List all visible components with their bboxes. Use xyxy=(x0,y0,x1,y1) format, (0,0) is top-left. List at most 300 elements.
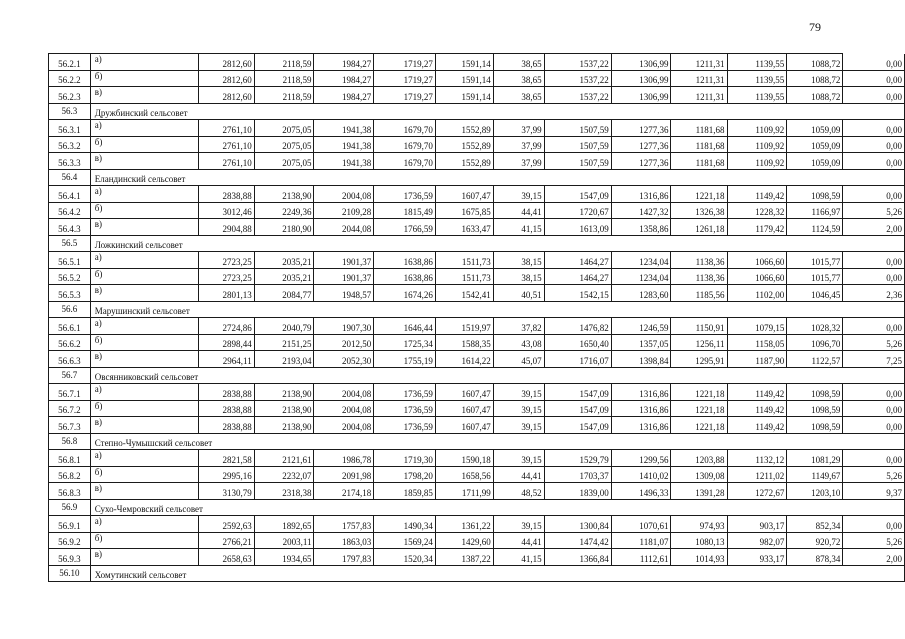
value-cell: 2249,36 xyxy=(254,202,314,219)
value-cell: 1679,70 xyxy=(374,153,436,170)
table-row xyxy=(49,54,905,71)
value-cell: 1736,59 xyxy=(374,384,436,401)
value-cell: 2812,60 xyxy=(198,54,254,71)
value-cell: 1185,56 xyxy=(671,285,727,302)
value-cell: 1474,42 xyxy=(544,532,611,549)
value-cell: 1166,97 xyxy=(787,202,843,219)
value-cell: 1070,61 xyxy=(611,516,671,533)
section-title: Овсянниковский сельсовет xyxy=(90,367,493,384)
value-cell: 0,00 xyxy=(843,136,905,153)
value-cell: 1299,56 xyxy=(611,450,671,467)
row-code: 56.3.2 xyxy=(49,136,91,153)
row-code: 56.2.1 xyxy=(49,54,91,71)
value-cell: 1088,72 xyxy=(787,54,843,71)
value-cell: 2012,50 xyxy=(314,334,374,351)
value-cell: 1736,59 xyxy=(374,400,436,417)
value-cell: 1507,59 xyxy=(544,153,611,170)
value-cell: 1139,55 xyxy=(727,54,787,71)
value-cell: 1277,36 xyxy=(611,120,671,137)
value-cell: 1234,04 xyxy=(611,268,671,285)
value-cell: 0,00 xyxy=(843,450,905,467)
table-body xyxy=(49,54,905,582)
value-cell: 1181,68 xyxy=(671,120,727,137)
value-cell: 1703,37 xyxy=(544,466,611,483)
value-cell: 878,34 xyxy=(787,549,843,566)
section-row xyxy=(49,103,905,120)
value-cell: 1736,59 xyxy=(374,186,436,203)
value-cell: 1181,07 xyxy=(611,532,671,549)
value-cell: 1766,59 xyxy=(374,219,436,236)
value-cell: 0,00 xyxy=(843,268,905,285)
value-cell: 44,41 xyxy=(493,202,544,219)
row-code: 56.7.2 xyxy=(49,400,91,417)
value-cell: 1149,67 xyxy=(787,466,843,483)
value-cell: 2232,07 xyxy=(254,466,314,483)
table-row xyxy=(49,268,905,285)
value-cell: 903,17 xyxy=(727,516,787,533)
value-cell: 1839,00 xyxy=(544,483,611,500)
value-cell: 1387,22 xyxy=(435,549,493,566)
row-code: 56.4.2 xyxy=(49,202,91,219)
value-cell: 1221,18 xyxy=(671,417,727,434)
value-cell: 1306,99 xyxy=(611,87,671,104)
value-cell: 1109,92 xyxy=(727,136,787,153)
value-cell: 1316,86 xyxy=(611,186,671,203)
row-subitem: а) xyxy=(90,120,198,137)
value-cell: 2004,08 xyxy=(314,417,374,434)
value-cell: 1607,47 xyxy=(435,186,493,203)
value-cell: 38,15 xyxy=(493,252,544,269)
value-cell: 1552,89 xyxy=(435,120,493,137)
value-cell: 1798,20 xyxy=(374,466,436,483)
value-cell: 5,26 xyxy=(843,202,905,219)
value-cell: 2109,28 xyxy=(314,202,374,219)
value-cell: 1066,60 xyxy=(727,268,787,285)
value-cell: 1109,92 xyxy=(727,120,787,137)
row-subitem: б) xyxy=(90,202,198,219)
value-cell: 2118,59 xyxy=(254,54,314,71)
value-cell: 1614,22 xyxy=(435,351,493,368)
value-cell: 1591,14 xyxy=(435,54,493,71)
value-cell: 1102,00 xyxy=(727,285,787,302)
value-cell: 1901,37 xyxy=(314,268,374,285)
table-row xyxy=(49,532,905,549)
section-blank xyxy=(493,565,904,582)
value-cell: 1028,32 xyxy=(787,318,843,335)
value-cell: 2075,05 xyxy=(254,136,314,153)
row-code: 56.4.3 xyxy=(49,219,91,236)
value-cell: 1277,36 xyxy=(611,136,671,153)
value-cell: 1736,59 xyxy=(374,417,436,434)
value-cell: 1638,86 xyxy=(374,252,436,269)
value-cell: 0,00 xyxy=(843,70,905,87)
value-cell: 1277,36 xyxy=(611,153,671,170)
value-cell: 2,00 xyxy=(843,549,905,566)
table-row xyxy=(49,186,905,203)
section-blank xyxy=(493,367,904,384)
value-cell: 1149,42 xyxy=(727,186,787,203)
row-subitem: а) xyxy=(90,54,198,71)
value-cell: 1429,60 xyxy=(435,532,493,549)
row-subitem: в) xyxy=(90,153,198,170)
value-cell: 1588,35 xyxy=(435,334,493,351)
value-cell: 45,07 xyxy=(493,351,544,368)
value-cell: 1490,34 xyxy=(374,516,436,533)
value-cell: 2193,04 xyxy=(254,351,314,368)
row-subitem: б) xyxy=(90,70,198,87)
value-cell: 5,26 xyxy=(843,532,905,549)
value-cell: 1511,73 xyxy=(435,268,493,285)
value-cell: 1357,05 xyxy=(611,334,671,351)
table-row xyxy=(49,351,905,368)
value-cell: 9,37 xyxy=(843,483,905,500)
value-cell: 974,93 xyxy=(671,516,727,533)
value-cell: 1542,15 xyxy=(544,285,611,302)
value-cell: 0,00 xyxy=(843,87,905,104)
value-cell: 1757,83 xyxy=(314,516,374,533)
value-cell: 41,15 xyxy=(493,549,544,566)
section-title: Марушинский сельсовет xyxy=(90,301,493,318)
value-cell: 1519,97 xyxy=(435,318,493,335)
value-cell: 1547,09 xyxy=(544,384,611,401)
value-cell: 2138,90 xyxy=(254,384,314,401)
section-title: Дружбинский сельсовет xyxy=(90,103,493,120)
table-row xyxy=(49,334,905,351)
value-cell: 1361,22 xyxy=(435,516,493,533)
value-cell: 37,99 xyxy=(493,153,544,170)
value-cell: 1066,60 xyxy=(727,252,787,269)
row-subitem: а) xyxy=(90,252,198,269)
value-cell: 43,08 xyxy=(493,334,544,351)
value-cell: 1948,57 xyxy=(314,285,374,302)
value-cell: 2091,98 xyxy=(314,466,374,483)
section-blank xyxy=(493,103,904,120)
value-cell: 1650,40 xyxy=(544,334,611,351)
value-cell: 1507,59 xyxy=(544,120,611,137)
value-cell: 2898,44 xyxy=(198,334,254,351)
value-cell: 2075,05 xyxy=(254,153,314,170)
row-code: 56.7 xyxy=(49,367,91,384)
value-cell: 1300,84 xyxy=(544,516,611,533)
value-cell: 1309,08 xyxy=(671,466,727,483)
value-cell: 2723,25 xyxy=(198,252,254,269)
value-cell: 1203,10 xyxy=(787,483,843,500)
value-cell: 2004,08 xyxy=(314,400,374,417)
section-title: Степно-Чумышский сельсовет xyxy=(90,433,493,450)
value-cell: 2044,08 xyxy=(314,219,374,236)
value-cell: 1059,09 xyxy=(787,120,843,137)
table-row xyxy=(49,219,905,236)
value-cell: 39,15 xyxy=(493,516,544,533)
value-cell: 2075,05 xyxy=(254,120,314,137)
page-number: 79 xyxy=(809,20,821,34)
value-cell: 1158,05 xyxy=(727,334,787,351)
value-cell: 1124,59 xyxy=(787,219,843,236)
row-subitem: б) xyxy=(90,334,198,351)
row-subitem: в) xyxy=(90,285,198,302)
value-cell: 2004,08 xyxy=(314,186,374,203)
value-cell: 1674,26 xyxy=(374,285,436,302)
value-cell: 2138,90 xyxy=(254,417,314,434)
value-cell: 0,00 xyxy=(843,516,905,533)
section-row xyxy=(49,235,905,252)
value-cell: 2151,25 xyxy=(254,334,314,351)
value-cell: 1984,27 xyxy=(314,70,374,87)
value-cell: 1109,92 xyxy=(727,153,787,170)
value-cell: 1306,99 xyxy=(611,54,671,71)
value-cell: 1646,44 xyxy=(374,318,436,335)
value-cell: 7,25 xyxy=(843,351,905,368)
value-cell: 1187,90 xyxy=(727,351,787,368)
value-cell: 2964,11 xyxy=(198,351,254,368)
row-subitem: б) xyxy=(90,532,198,549)
value-cell: 920,72 xyxy=(787,532,843,549)
value-cell: 1547,09 xyxy=(544,186,611,203)
row-subitem: б) xyxy=(90,268,198,285)
row-code: 56.3 xyxy=(49,103,91,120)
table-row xyxy=(49,153,905,170)
value-cell: 1080,13 xyxy=(671,532,727,549)
value-cell: 2812,60 xyxy=(198,87,254,104)
row-code: 56.10 xyxy=(49,565,91,582)
value-cell: 1014,93 xyxy=(671,549,727,566)
value-cell: 1149,42 xyxy=(727,384,787,401)
value-cell: 2,36 xyxy=(843,285,905,302)
row-subitem: в) xyxy=(90,87,198,104)
value-cell: 38,65 xyxy=(493,87,544,104)
row-subitem: а) xyxy=(90,186,198,203)
value-cell: 1366,84 xyxy=(544,549,611,566)
value-cell: 1552,89 xyxy=(435,136,493,153)
value-cell: 1326,38 xyxy=(671,202,727,219)
value-cell: 2838,88 xyxy=(198,417,254,434)
row-code: 56.9 xyxy=(49,499,91,516)
value-cell: 1711,99 xyxy=(435,483,493,500)
row-code: 56.4 xyxy=(49,169,91,186)
row-subitem: б) xyxy=(90,400,198,417)
value-cell: 39,15 xyxy=(493,400,544,417)
value-cell: 1984,27 xyxy=(314,54,374,71)
table-row xyxy=(49,318,905,335)
table-row xyxy=(49,120,905,137)
row-subitem: в) xyxy=(90,549,198,566)
value-cell: 1358,86 xyxy=(611,219,671,236)
value-cell: 2838,88 xyxy=(198,400,254,417)
value-cell: 2118,59 xyxy=(254,70,314,87)
value-cell: 1520,34 xyxy=(374,549,436,566)
value-cell: 1633,47 xyxy=(435,219,493,236)
section-title: Сухо-Чемровский сельсовет xyxy=(90,499,493,516)
value-cell: 1088,72 xyxy=(787,70,843,87)
row-code: 56.5 xyxy=(49,235,91,252)
value-cell: 1901,37 xyxy=(314,252,374,269)
table-row xyxy=(49,202,905,219)
section-row xyxy=(49,433,905,450)
value-cell: 44,41 xyxy=(493,466,544,483)
value-cell: 2035,21 xyxy=(254,252,314,269)
value-cell: 37,99 xyxy=(493,136,544,153)
value-cell: 1283,60 xyxy=(611,285,671,302)
row-subitem: в) xyxy=(90,483,198,500)
value-cell: 1149,42 xyxy=(727,400,787,417)
value-cell: 1464,27 xyxy=(544,252,611,269)
section-title: Ложкинский сельсовет xyxy=(90,235,493,252)
value-cell: 1613,09 xyxy=(544,219,611,236)
table-row xyxy=(49,549,905,566)
value-cell: 5,26 xyxy=(843,466,905,483)
value-cell: 1941,38 xyxy=(314,136,374,153)
value-cell: 1139,55 xyxy=(727,87,787,104)
tariff-table xyxy=(48,53,905,582)
value-cell: 48,52 xyxy=(493,483,544,500)
value-cell: 1211,31 xyxy=(671,87,727,104)
row-subitem: б) xyxy=(90,136,198,153)
row-subitem: б) xyxy=(90,466,198,483)
value-cell: 0,00 xyxy=(843,400,905,417)
value-cell: 1272,67 xyxy=(727,483,787,500)
section-blank xyxy=(493,301,904,318)
row-code: 56.5.3 xyxy=(49,285,91,302)
value-cell: 1679,70 xyxy=(374,136,436,153)
value-cell: 1081,29 xyxy=(787,450,843,467)
row-code: 56.2.2 xyxy=(49,70,91,87)
value-cell: 1892,65 xyxy=(254,516,314,533)
value-cell: 1410,02 xyxy=(611,466,671,483)
value-cell: 1529,79 xyxy=(544,450,611,467)
value-cell: 39,15 xyxy=(493,186,544,203)
row-code: 56.9.3 xyxy=(49,549,91,566)
value-cell: 1046,45 xyxy=(787,285,843,302)
value-cell: 1221,18 xyxy=(671,186,727,203)
value-cell: 1246,59 xyxy=(611,318,671,335)
value-cell: 2121,61 xyxy=(254,450,314,467)
value-cell: 0,00 xyxy=(843,252,905,269)
value-cell: 39,15 xyxy=(493,384,544,401)
value-cell: 1059,09 xyxy=(787,153,843,170)
value-cell: 2318,38 xyxy=(254,483,314,500)
section-title: Хомутинский сельсовет xyxy=(90,565,493,582)
value-cell: 1720,67 xyxy=(544,202,611,219)
value-cell: 2838,88 xyxy=(198,186,254,203)
value-cell: 39,15 xyxy=(493,417,544,434)
value-cell: 38,15 xyxy=(493,268,544,285)
value-cell: 39,15 xyxy=(493,450,544,467)
section-blank xyxy=(493,499,904,516)
value-cell: 1132,12 xyxy=(727,450,787,467)
value-cell: 1261,18 xyxy=(671,219,727,236)
value-cell: 1797,83 xyxy=(314,549,374,566)
value-cell: 1098,59 xyxy=(787,384,843,401)
value-cell: 1984,27 xyxy=(314,87,374,104)
value-cell: 1139,55 xyxy=(727,70,787,87)
value-cell: 2052,30 xyxy=(314,351,374,368)
value-cell: 1088,72 xyxy=(787,87,843,104)
row-code: 56.5.1 xyxy=(49,252,91,269)
row-subitem: а) xyxy=(90,384,198,401)
value-cell: 2040,79 xyxy=(254,318,314,335)
row-code: 56.8.3 xyxy=(49,483,91,500)
value-cell: 1542,41 xyxy=(435,285,493,302)
value-cell: 1079,15 xyxy=(727,318,787,335)
row-subitem: в) xyxy=(90,219,198,236)
value-cell: 1591,14 xyxy=(435,87,493,104)
value-cell: 37,82 xyxy=(493,318,544,335)
table-row xyxy=(49,516,905,533)
value-cell: 1391,28 xyxy=(671,483,727,500)
value-cell: 1221,18 xyxy=(671,384,727,401)
table-row xyxy=(49,417,905,434)
row-code: 56.6 xyxy=(49,301,91,318)
value-cell: 1755,19 xyxy=(374,351,436,368)
value-cell: 1138,36 xyxy=(671,252,727,269)
value-cell: 44,41 xyxy=(493,532,544,549)
value-cell: 1138,36 xyxy=(671,268,727,285)
value-cell: 1591,14 xyxy=(435,70,493,87)
value-cell: 2138,90 xyxy=(254,186,314,203)
row-code: 56.2.3 xyxy=(49,87,91,104)
table-row xyxy=(49,400,905,417)
value-cell: 0,00 xyxy=(843,417,905,434)
value-cell: 1719,30 xyxy=(374,450,436,467)
value-cell: 1306,99 xyxy=(611,70,671,87)
value-cell: 1316,86 xyxy=(611,400,671,417)
value-cell: 1607,47 xyxy=(435,384,493,401)
value-cell: 1941,38 xyxy=(314,153,374,170)
value-cell: 1607,47 xyxy=(435,400,493,417)
value-cell: 1149,42 xyxy=(727,417,787,434)
value-cell: 2821,58 xyxy=(198,450,254,467)
value-cell: 2035,21 xyxy=(254,268,314,285)
value-cell: 1211,02 xyxy=(727,466,787,483)
value-cell: 40,51 xyxy=(493,285,544,302)
value-cell: 1547,09 xyxy=(544,417,611,434)
value-cell: 41,15 xyxy=(493,219,544,236)
value-cell: 1256,11 xyxy=(671,334,727,351)
value-cell: 1098,59 xyxy=(787,400,843,417)
value-cell: 0,00 xyxy=(843,54,905,71)
value-cell: 2761,10 xyxy=(198,120,254,137)
value-cell: 2761,10 xyxy=(198,136,254,153)
table-row xyxy=(49,136,905,153)
value-cell: 38,65 xyxy=(493,54,544,71)
row-code: 56.3.3 xyxy=(49,153,91,170)
section-row xyxy=(49,301,905,318)
row-code: 56.8.2 xyxy=(49,466,91,483)
row-code: 56.7.1 xyxy=(49,384,91,401)
value-cell: 2118,59 xyxy=(254,87,314,104)
value-cell: 1112,61 xyxy=(611,549,671,566)
value-cell: 1464,27 xyxy=(544,268,611,285)
value-cell: 1203,88 xyxy=(671,450,727,467)
value-cell: 38,65 xyxy=(493,70,544,87)
value-cell: 1658,56 xyxy=(435,466,493,483)
value-cell: 1679,70 xyxy=(374,120,436,137)
value-cell: 1719,27 xyxy=(374,87,436,104)
value-cell: 1096,70 xyxy=(787,334,843,351)
value-cell: 1476,82 xyxy=(544,318,611,335)
value-cell: 1507,59 xyxy=(544,136,611,153)
value-cell: 1716,07 xyxy=(544,351,611,368)
value-cell: 1537,22 xyxy=(544,54,611,71)
value-cell: 1496,33 xyxy=(611,483,671,500)
table-row xyxy=(49,483,905,500)
value-cell: 852,34 xyxy=(787,516,843,533)
row-code: 56.8 xyxy=(49,433,91,450)
value-cell: 0,00 xyxy=(843,153,905,170)
value-cell: 2838,88 xyxy=(198,384,254,401)
value-cell: 2995,16 xyxy=(198,466,254,483)
value-cell: 1547,09 xyxy=(544,400,611,417)
